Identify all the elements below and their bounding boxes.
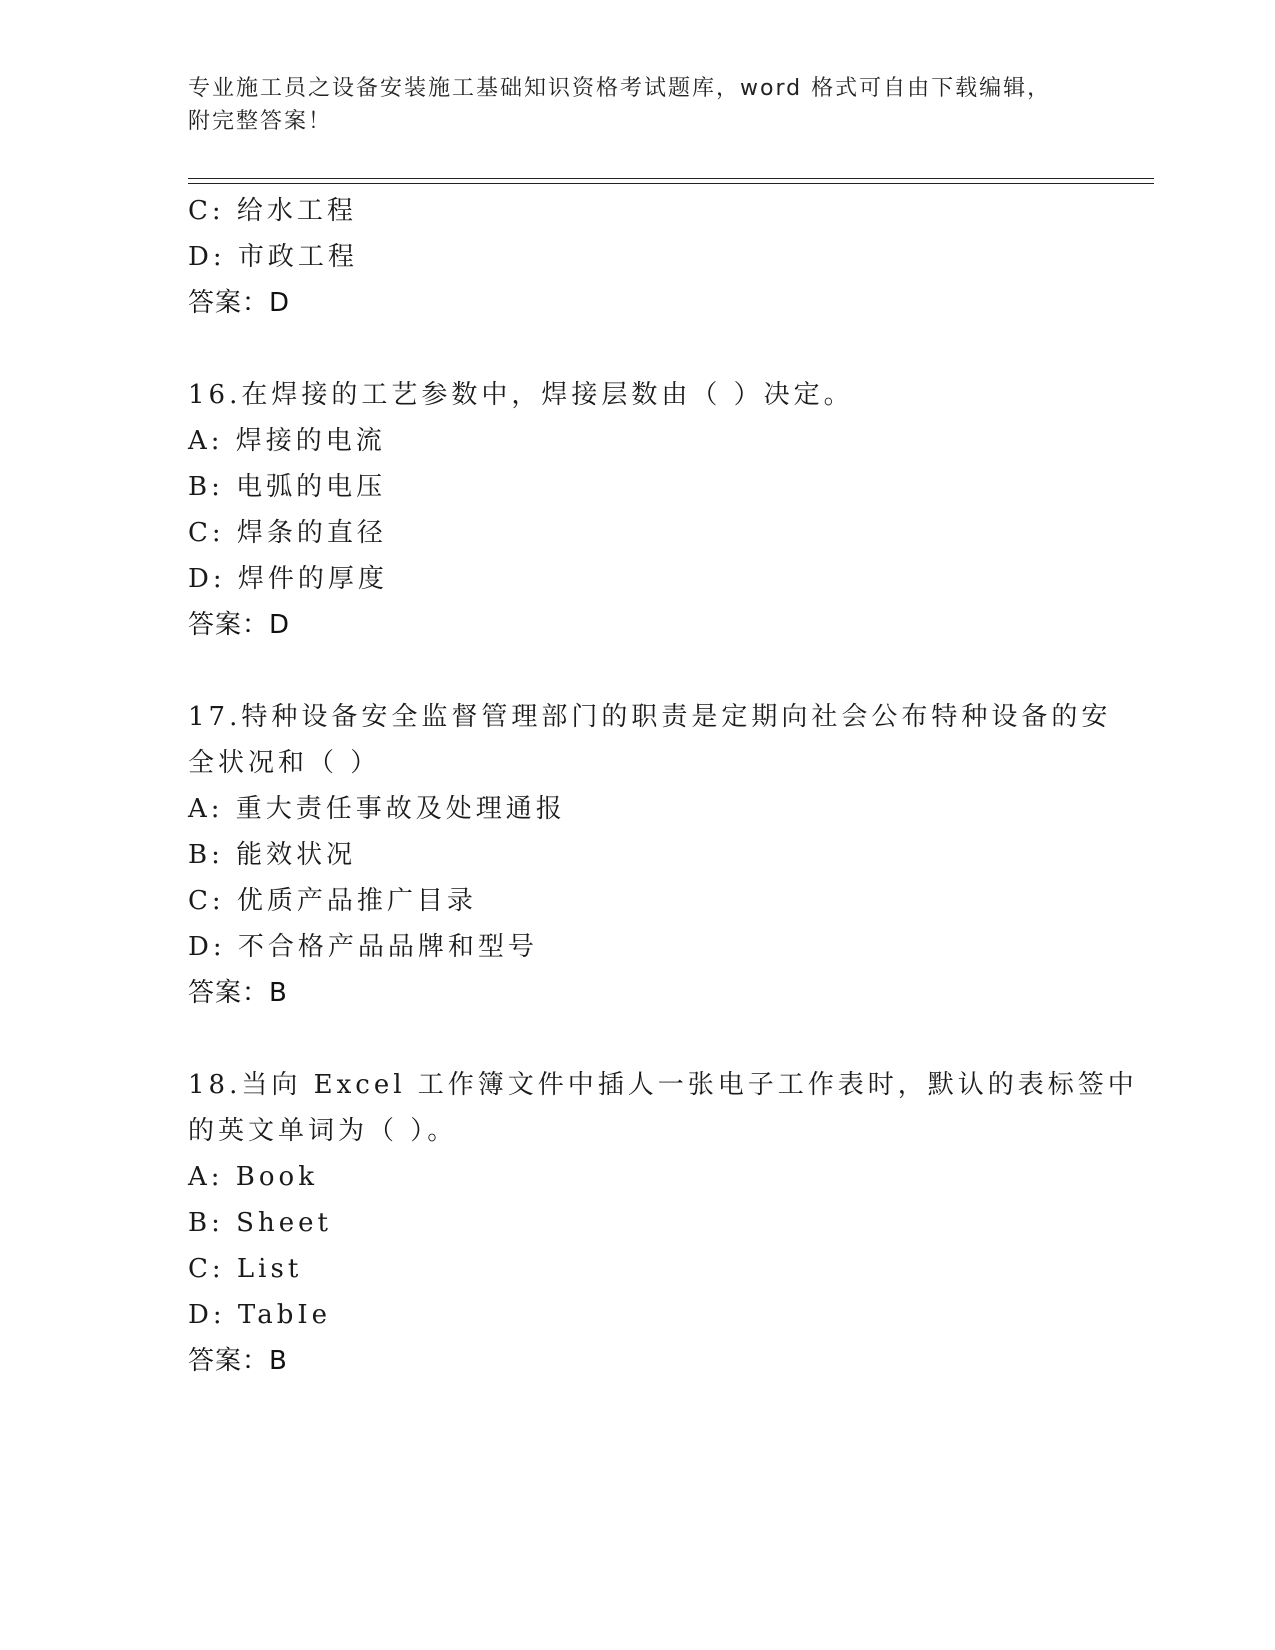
option-a: A: 重大责任事故及处理通报 (188, 794, 566, 824)
option-d: D: 焊件的厚度 (188, 564, 388, 594)
option-c: C: List (188, 1254, 303, 1284)
document-header (188, 72, 1068, 138)
header-rule-bottom (188, 183, 1154, 184)
option-d: D: 市政工程 (188, 242, 358, 272)
option-a: A: Book (188, 1162, 318, 1192)
option-c: C: 焊条的直径 (188, 518, 387, 548)
spacer (188, 1016, 1088, 1062)
question-text: 16.在焊接的工艺参数中，焊接层数由（ ）决定。 (188, 380, 854, 410)
spacer (188, 326, 1088, 372)
answer: 答案：D (188, 610, 291, 640)
question-text-line-2: 的英文单词为（ ）。 (188, 1116, 458, 1146)
option-a: A: 焊接的电流 (188, 426, 386, 456)
question-18 (188, 1062, 1138, 1384)
answer: 答案：D (188, 288, 291, 318)
option-d: D: 不合格产品品牌和型号 (188, 932, 538, 962)
answer: 答案：B (188, 978, 288, 1008)
option-d: D: TabIe (188, 1300, 331, 1330)
question-continued (188, 188, 1088, 326)
option-c: C: 给水工程 (188, 196, 357, 226)
option-c: C: 优质产品推广目录 (188, 886, 477, 916)
answer: 答案：B (188, 1346, 288, 1376)
spacer (188, 648, 1088, 694)
question-text-line-1: 18.当向 Excel 工作簿文件中插人一张电子工作表时，默认的表标签中 (188, 1070, 1138, 1100)
question-17 (188, 694, 1112, 1016)
question-text-line-1: 17.特种设备安全监督管理部门的职责是定期向社会公布特种设备的安 (188, 702, 1112, 732)
option-b: B: 能效状况 (188, 840, 357, 870)
question-text-line-2: 全状况和（ ） (188, 748, 381, 778)
header-line-1: 专业施工员之设备安装施工基础知识资格考试题库，word 格式可自由下载编辑， (188, 76, 1052, 101)
option-b: B: Sheet (188, 1208, 332, 1238)
header-rule-top (188, 178, 1154, 179)
question-16 (188, 372, 1088, 648)
question-list (188, 188, 1138, 1384)
header-line-2: 附完整答案！ (188, 109, 333, 134)
option-b: B: 电弧的电压 (188, 472, 387, 502)
